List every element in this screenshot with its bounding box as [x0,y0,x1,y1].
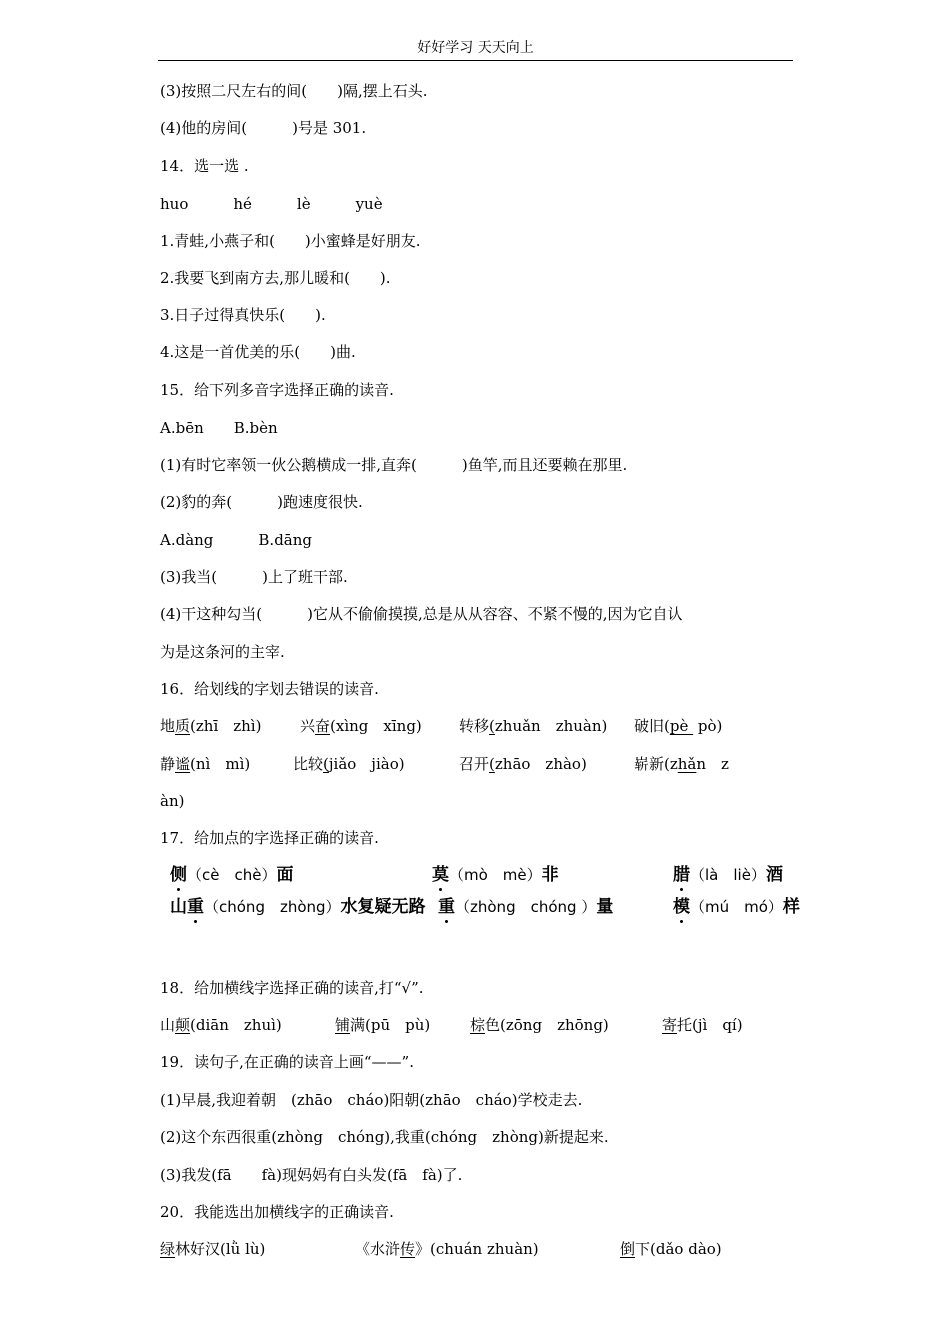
q17-item-6: 模（mú mó）样 [673,897,800,917]
q17-item-2: 莫（mò mè）非 [432,865,559,885]
q15-sentence-1: (1)有时它率领一伙公鹅横成一排,直奔( )鱼竿,而且还要赖在那里. [160,456,628,474]
q17-item-5: 重（zhòng chóng ）量 [438,897,614,917]
q20-word-2: 《水浒传》(chuán zhuàn) [355,1240,539,1258]
q13-item-4: (4)他的房间( )号是 301. [160,119,367,137]
q14-sentence-1: 1.青蛙,小燕子和( )小蜜蜂是好朋友. [160,232,421,250]
q18-title: 18．给加横线字选择正确的读音,打“√”. [160,979,424,997]
q15-options-1: A.bēn B.bèn [160,419,278,437]
q19-sentence-2: (2)这个东西很重(zhòng chóng),我重(chóng zhòng)新提起来. [160,1128,609,1146]
q16-word-4: 破旧(pè pò) [634,717,723,735]
q18-word-1: 山颠(diān zhuì) [160,1016,282,1034]
q18-word-3: 棕色(zōng zhōng) [470,1016,609,1034]
q16-word-7: 召开(zhāo zhào) [459,755,587,773]
page-header: 好好学习 天天向上 [158,38,793,61]
q15-sentence-4: (4)干这种勾当( )它从不偷偷摸摸,总是从从容容、不紧不慢的,因为它自认 [160,605,683,623]
q16-title: 16．给划线的字划去错误的读音. [160,680,379,698]
q15-sentence-4-cont: 为是这条河的主宰. [160,643,285,661]
q14-title: 14．选一选 . [160,157,249,175]
q18-word-4: 寄托(jì qí) [662,1016,743,1034]
q16-word-1: 地质(zhī zhì) [160,717,262,735]
q14-sentence-4: 4.这是一首优美的乐( )曲. [160,343,356,361]
q18-word-2: 铺满(pū pù) [335,1016,431,1034]
q17-item-1: 侧（cè chè）面 [170,865,294,885]
q19-sentence-3: (3)我发(fā fà)现妈妈有白头发(fā fà)了. [160,1166,463,1184]
q13-item-3: (3)按照二尺左右的间( )隔,摆上石头. [160,82,428,100]
q17-title: 17．给加点的字选择正确的读音. [160,829,379,847]
q19-sentence-1: (1)早晨,我迎着朝 (zhāo cháo)阳朝(zhāo cháo)学校走去. [160,1091,583,1109]
q16-word-8-cont: àn) [160,792,185,810]
q16-word-3: 转移(zhuǎn zhuàn) [459,717,608,735]
q15-sentence-3: (3)我当( )上了班干部. [160,568,348,586]
q20-word-3: 倒下(dǎo dào) [620,1240,722,1258]
q16-word-8: 崭新(zhǎn z [634,755,729,773]
q17-item-3: 腊（là liè）酒 [673,865,783,885]
q16-word-5: 静谧(nì mì) [160,755,251,773]
q15-sentence-2: (2)豹的奔( )跑速度很快. [160,493,363,511]
q20-title: 20．我能选出加横线字的正确读音. [160,1203,394,1221]
q15-title: 15．给下列多音字选择正确的读音. [160,381,394,399]
q16-word-6: 比较(jiǎo jiào) [293,755,405,773]
q14-options: huo hé lè yuè [160,195,383,213]
q16-word-2: 兴奋(xìng xīng) [300,717,422,735]
q19-title: 19．读句子,在正确的读音上画“——”. [160,1053,414,1071]
q14-sentence-3: 3.日子过得真快乐( ). [160,306,326,324]
q15-options-2: A.dàng B.dāng [160,531,313,549]
q20-word-1: 绿林好汉(lǜ lù) [160,1240,266,1258]
q14-sentence-2: 2.我要飞到南方去,那儿暖和( ). [160,269,391,287]
q17-item-4: 山重（chóng zhòng）水复疑无路 [170,897,426,917]
